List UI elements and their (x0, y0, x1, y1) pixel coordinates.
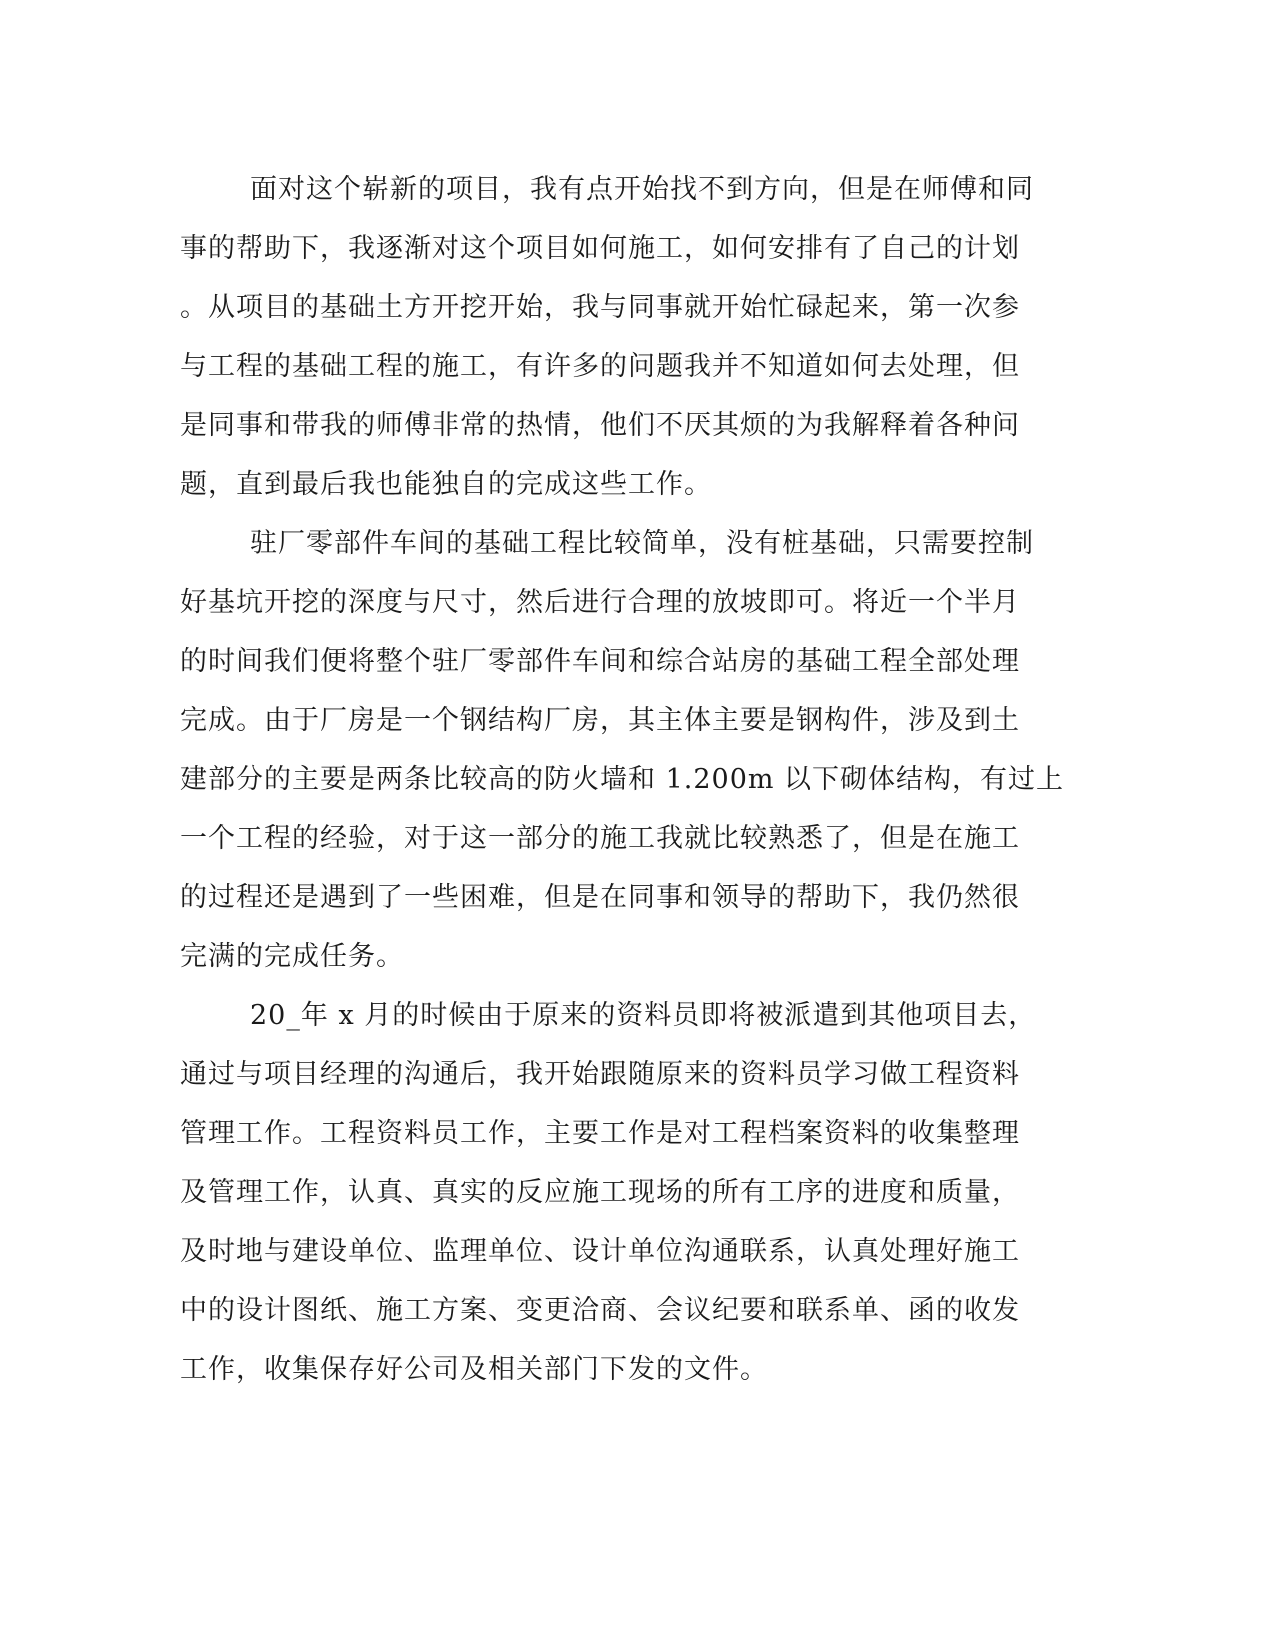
paragraph-line: 事的帮助下，我逐渐对这个项目如何施工，如何安排有了自己的计划 (180, 233, 1020, 264)
paragraph-line: 。从项目的基础土方开挖开始，我与同事就开始忙碌起来，第一次参 (180, 292, 1020, 323)
paragraph-line: 好基坑开挖的深度与尺寸，然后进行合理的放坡即可。将近一个半月 (180, 587, 1020, 618)
paragraph-line: 完满的完成任务。 (180, 941, 404, 972)
document-body (180, 160, 1065, 1399)
paragraph-line: 与工程的基础工程的施工，有许多的问题我并不知道如何去处理，但 (180, 351, 1020, 382)
paragraph-line: 20_年 x 月的时候由于原来的资料员即将被派遣到其他项目去， (250, 1000, 1037, 1031)
paragraph-line: 是同事和带我的师傅非常的热情，他们不厌其烦的为我解释着各种问 (180, 410, 1020, 441)
paragraph-line: 的时间我们便将整个驻厂零部件车间和综合站房的基础工程全部处理 (180, 646, 1020, 677)
paragraph-line: 通过与项目经理的沟通后，我开始跟随原来的资料员学习做工程资料 (180, 1059, 1020, 1090)
paragraph-line: 完成。由于厂房是一个钢结构厂房，其主体主要是钢构件，涉及到土 (180, 705, 1020, 736)
paragraph-line: 建部分的主要是两条比较高的防火墙和 1.200m 以下砌体结构，有过上 (180, 764, 1065, 795)
paragraph-line: 及管理工作，认真、真实的反应施工现场的所有工序的进度和质量， (180, 1177, 1020, 1208)
paragraph-1 (180, 160, 1040, 514)
paragraph-line: 的过程还是遇到了一些困难，但是在同事和领导的帮助下，我仍然很 (180, 882, 1020, 913)
paragraph-line: 一个工程的经验，对于这一部分的施工我就比较熟悉了，但是在施工 (180, 823, 1020, 854)
paragraph-line: 中的设计图纸、施工方案、变更洽商、会议纪要和联系单、函的收发 (180, 1295, 1020, 1326)
paragraph-line: 工作，收集保存好公司及相关部门下发的文件。 (180, 1354, 768, 1385)
paragraph-line: 管理工作。工程资料员工作，主要工作是对工程档案资料的收集整理 (180, 1118, 1020, 1149)
paragraph-line: 题，直到最后我也能独自的完成这些工作。 (180, 469, 712, 500)
paragraph-line: 驻厂零部件车间的基础工程比较简单，没有桩基础，只需要控制 (250, 528, 1034, 559)
paragraph-line: 及时地与建设单位、监理单位、设计单位沟通联系，认真处理好施工 (180, 1236, 1020, 1267)
paragraph-line: 面对这个崭新的项目，我有点开始找不到方向，但是在师傅和同 (250, 174, 1034, 205)
paragraph-2 (180, 514, 1065, 986)
paragraph-3 (180, 986, 1040, 1399)
